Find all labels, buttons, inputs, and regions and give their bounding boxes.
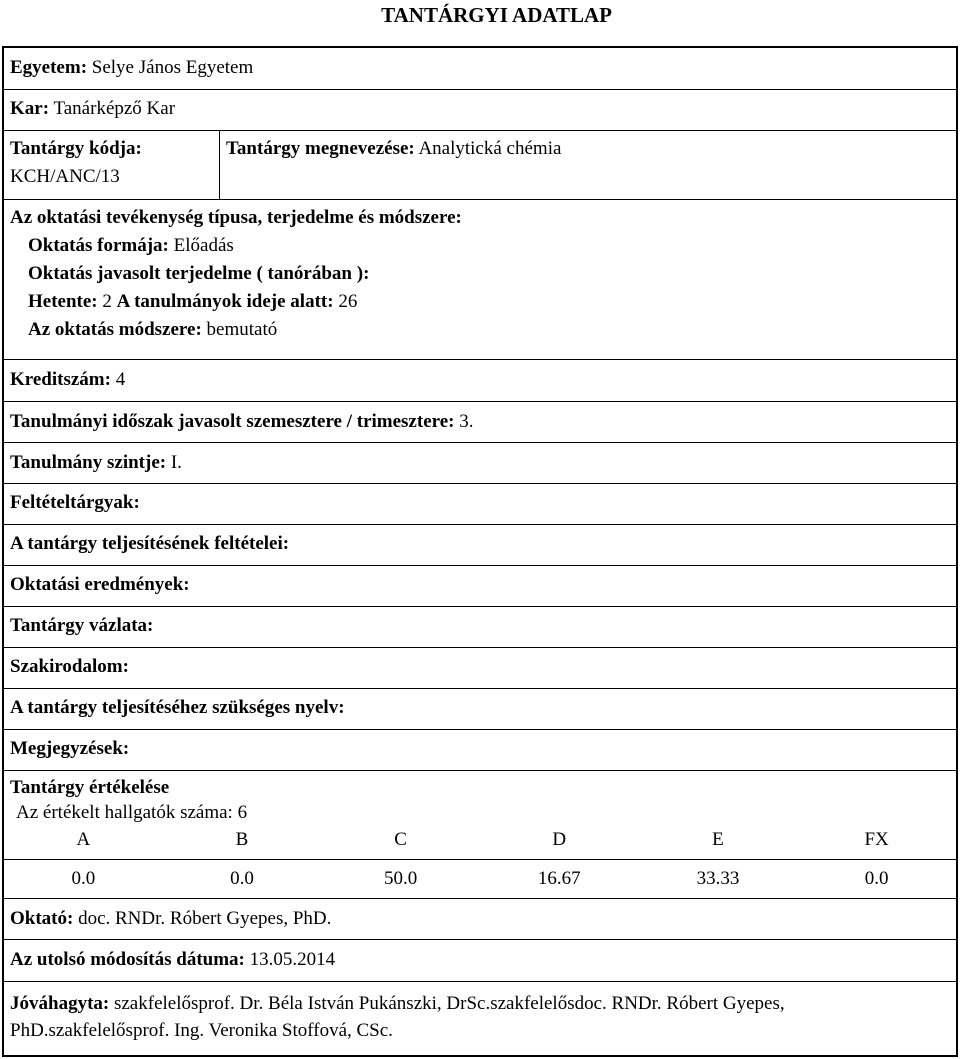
approved-label: Jóváhagyta: xyxy=(10,993,110,1014)
method-value: bemutató xyxy=(206,319,278,340)
conditions-row xyxy=(4,525,956,566)
total-value: 26 xyxy=(338,291,358,312)
teacher-value: doc. RNDr. Róbert Gyepes, PhD. xyxy=(78,908,332,929)
grade-percentages-row xyxy=(4,860,956,899)
evaluated-count-value: 6 xyxy=(237,802,248,823)
grade-percentage: 33.33 xyxy=(639,860,798,899)
last-modified-row xyxy=(4,940,956,982)
course-name-cell xyxy=(226,135,561,163)
university-label: Egyetem: xyxy=(10,57,88,78)
last-modified-value: 13.05.2014 xyxy=(249,949,336,970)
university-value: Selye János Egyetem xyxy=(91,57,254,78)
semester-value: 3. xyxy=(459,411,474,432)
notes-row xyxy=(4,730,956,771)
course-code-label: Tantárgy kódja: xyxy=(10,138,142,159)
course-sheet xyxy=(2,46,958,1057)
last-modified-label: Az utolsó módosítás dátuma: xyxy=(10,949,245,970)
evaluation-heading: Tantárgy értékelése xyxy=(10,777,170,798)
grade-letter: D xyxy=(480,821,639,860)
language-row xyxy=(4,689,956,730)
credits-value: 4 xyxy=(115,369,126,390)
total-label: A tanulmányok ideje alatt: xyxy=(116,291,334,312)
grades-table xyxy=(4,821,956,899)
teacher-label: Oktató: xyxy=(10,908,74,929)
grade-percentage: 0.0 xyxy=(163,860,322,899)
outline-row xyxy=(4,607,956,648)
evaluated-count-label: Az értékelt hallgatók száma: xyxy=(16,802,233,823)
method-label: Az oktatás módszere: xyxy=(28,319,202,340)
cell-divider xyxy=(219,131,220,199)
page-title: TANTÁRGYI ADATLAP xyxy=(381,3,612,27)
grade-percentage: 0.0 xyxy=(797,860,956,899)
grade-letter: FX xyxy=(797,821,956,860)
faculty-value: Tanárképző Kar xyxy=(53,98,176,119)
literature-label: Szakirodalom: xyxy=(10,656,129,677)
university-row xyxy=(4,48,956,90)
weekly-label: Hetente: xyxy=(28,291,98,312)
faculty-row xyxy=(4,90,956,131)
prerequisites-row xyxy=(4,484,956,525)
faculty-label: Kar: xyxy=(10,98,50,119)
grade-percentage: 50.0 xyxy=(321,860,480,899)
teaching-scope-label: Oktatás javasolt terjedelme ( tanórában ): xyxy=(28,263,370,284)
grade-letters-row xyxy=(4,821,956,860)
approval-row xyxy=(4,982,956,1055)
course-name-value: Analytická chémia xyxy=(418,138,562,159)
course-code-value: KCH/ANC/13 xyxy=(10,166,120,187)
semester-row xyxy=(4,402,956,443)
outline-label: Tantárgy vázlata: xyxy=(10,615,154,636)
level-row xyxy=(4,443,956,484)
grade-percentage: 16.67 xyxy=(480,860,639,899)
language-label: A tantárgy teljesítéséhez szükséges nyelv: xyxy=(10,697,345,718)
notes-label: Megjegyzések: xyxy=(10,738,130,759)
grade-letter: A xyxy=(4,821,163,860)
credits-row xyxy=(4,360,956,402)
level-label: Tanulmány szintje: xyxy=(10,452,167,473)
conditions-label: A tantárgy teljesítésének feltételei: xyxy=(10,533,290,554)
literature-row xyxy=(4,648,956,689)
outcomes-label: Oktatási eredmények: xyxy=(10,574,190,595)
grade-letter: E xyxy=(639,821,798,860)
teaching-form-value: Előadás xyxy=(173,235,234,256)
weekly-value: 2 xyxy=(102,291,112,312)
level-value: I. xyxy=(170,452,182,473)
prerequisites-label: Feltételtárgyak: xyxy=(10,492,140,513)
teacher-row xyxy=(4,899,956,940)
grade-letter: B xyxy=(163,821,322,860)
course-id-row xyxy=(4,131,956,200)
outcomes-row xyxy=(4,566,956,607)
course-name-label: Tantárgy megnevezése: xyxy=(226,138,415,159)
teaching-form-label: Oktatás formája: xyxy=(28,235,169,256)
course-code-cell xyxy=(10,135,215,191)
activity-row xyxy=(4,200,956,360)
activity-heading: Az oktatási tevékenység típusa, terjedelme és módszere: xyxy=(10,207,462,228)
approved-value: szakfelelősprof. Dr. Béla István Pukánszki, DrSc.szakfelelősdoc. RNDr. Róbert Gyepes, PhD.szakfelelősprof. Ing. Veronika Stoffová, CSc. xyxy=(10,993,785,1041)
credits-label: Kreditszám: xyxy=(10,369,111,390)
semester-label: Tanulmányi időszak javasolt szemesztere / trimesztere: xyxy=(10,411,455,432)
grade-letter: C xyxy=(321,821,480,860)
grade-percentage: 0.0 xyxy=(4,860,163,899)
